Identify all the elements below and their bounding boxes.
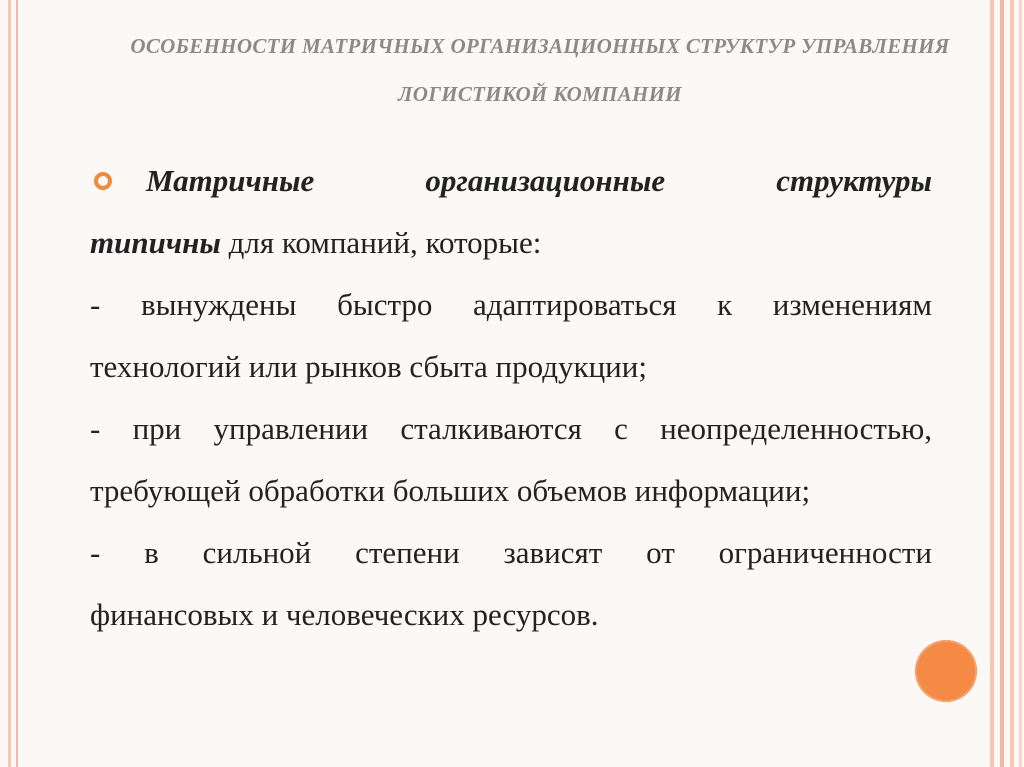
slide-title <box>110 22 970 118</box>
right-border-stripe <box>1010 0 1014 767</box>
lead-word-1: Матричные <box>146 163 315 198</box>
item-1-line-2: технологий или рынков сбыта продукции; <box>90 349 647 384</box>
list-item <box>90 522 932 646</box>
left-border-stripe <box>16 0 18 767</box>
lead-word-2: организационные <box>425 163 666 198</box>
item-1-line-1: - вынуждены быстро адаптироваться к изменениям <box>90 287 932 322</box>
lead-word-4: типичны <box>90 225 221 260</box>
decorative-orange-circle <box>915 640 977 702</box>
item-3-line-1: - в сильной степени зависят от ограниченности <box>90 535 932 570</box>
left-border-stripe <box>8 0 11 767</box>
list-item <box>90 274 932 398</box>
item-2-line-1: - при управлении сталкиваются с неопределенностью, <box>90 411 932 446</box>
right-border-stripe <box>1000 0 1004 767</box>
item-3-line-2: финансовых и человеческих ресурсов. <box>90 597 599 632</box>
lead-line-2 <box>90 212 932 274</box>
list-item <box>90 398 932 522</box>
lead-rest: для компаний, которые: <box>220 225 542 260</box>
right-border-stripe <box>990 0 994 767</box>
right-border-stripe <box>1019 0 1022 767</box>
lead-word-3: структуры <box>776 163 933 198</box>
title-line-2: ЛОГИСТИКОЙ КОМПАНИИ <box>398 82 682 106</box>
item-2-line-2: требующей обработки больших объемов информации; <box>90 473 811 508</box>
title-line-1: ОСОБЕННОСТИ МАТРИЧНЫХ ОРГАНИЗАЦИОННЫХ СТРУКТУР УПРАВЛЕНИЯ <box>130 34 950 58</box>
lead-paragraph <box>90 150 932 274</box>
slide-body <box>90 150 932 646</box>
lead-line-1 <box>90 150 932 212</box>
